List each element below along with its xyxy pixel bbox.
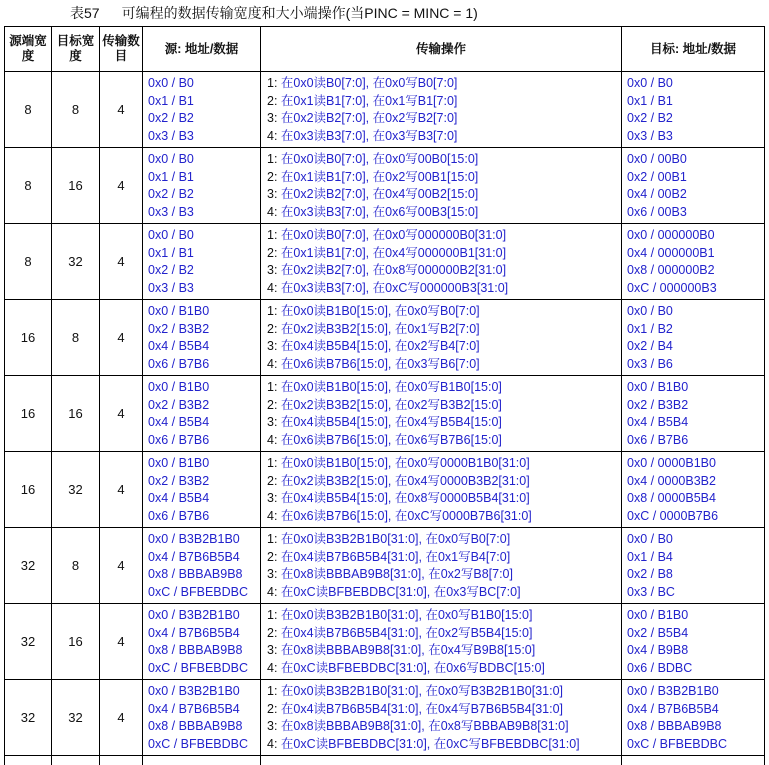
source-line: 0xC / BFBEBDBC (148, 584, 249, 599)
source-line: 0x0 / B3B2B1B0 (148, 608, 240, 622)
table-row (5, 604, 765, 680)
operation-text: 在0x1读B1[7:0], 在0x2写00B1[15:0] (280, 169, 479, 184)
source-line: 0x1 / B1 (148, 245, 194, 260)
operation-number: 2: (267, 473, 281, 488)
source-line: 0x4 / B7B6B5B4 (148, 549, 240, 564)
transfer-count-cell: 4 (100, 452, 143, 528)
operation-number: 2: (267, 397, 281, 412)
operation-line (267, 683, 617, 701)
operation-text: 在0x0读B0[7:0], 在0x0写000000B0[31:0] (280, 228, 507, 242)
table-title (70, 3, 765, 23)
operation-number: 1: (267, 608, 281, 622)
dest-line: 0x0 / B1B0 (627, 380, 689, 394)
dest-address-data-cell (622, 224, 765, 300)
operation-number: 1: (267, 684, 281, 698)
source-line: 0x2 / B2 (148, 111, 194, 125)
operation-line (267, 128, 617, 146)
header-transfer-count: 传输数目 (100, 27, 143, 72)
operation-line (267, 93, 617, 111)
transfer-operations-cell (261, 376, 622, 452)
source-width-cell: 16 (5, 376, 52, 452)
header-source-width: 源端宽度 (5, 27, 52, 72)
transfer-operations-cell (261, 148, 622, 224)
transfer-count-cell: 4 (100, 300, 143, 376)
operation-number: 1: (267, 76, 281, 90)
operation-number: 1: (267, 456, 281, 470)
dest-line: 0x2 / B8 (627, 567, 673, 581)
dest-line: 0xC / BFBEBDBC (627, 736, 728, 751)
source-line: 0x8 / BBBAB9B8 (148, 643, 243, 657)
source-line: 0x4 / B5B4 (148, 339, 210, 353)
operation-number: 3: (267, 643, 281, 657)
operation-line (267, 227, 617, 245)
source-address-data-cell (143, 376, 261, 452)
dest-address-data-cell (622, 528, 765, 604)
dest-line: 0x2 / B2 (627, 111, 673, 125)
dest-width-cell: 32 (52, 680, 100, 756)
source-width-cell: 32 (5, 680, 52, 756)
dest-line: 0x3 / BC (627, 584, 675, 599)
dest-width-cell: 32 (52, 224, 100, 300)
operation-text: 在0x1读B1[7:0], 在0x4写000000B1[31:0] (280, 245, 507, 260)
source-width-cell: 8 (5, 148, 52, 224)
dest-line: 0x3 / B3 (627, 128, 673, 143)
operation-number: 2: (267, 321, 281, 336)
transfer-operations-cell (261, 452, 622, 528)
dest-line: 0x0 / B0 (627, 304, 673, 318)
source-line: 0x2 / B2 (148, 263, 194, 277)
source-line: 0x0 / B0 (148, 228, 194, 242)
operation-line (267, 245, 617, 263)
operation-text: 在0x0读B1B0[15:0], 在0x0写B1B0[15:0] (280, 380, 502, 394)
dest-line: 0x6 / BDBC (627, 660, 693, 675)
operation-line (267, 473, 617, 491)
operation-line (267, 204, 617, 222)
dest-line: 0x8 / BBBAB9B8 (627, 719, 722, 733)
operation-line (267, 531, 617, 549)
source-address-data-cell (143, 452, 261, 528)
operation-text: 在0x3读B3[7:0], 在0x3写B3[7:0] (280, 128, 458, 143)
operation-text: 在0x2读B2[7:0], 在0x4写00B2[15:0] (280, 187, 479, 201)
operation-line (267, 718, 617, 736)
dest-width-cell: 8 (52, 72, 100, 148)
operation-text: 在0x2读B3B2[15:0], 在0x1写B2[7:0] (280, 321, 480, 336)
operation-text: 在0x4读B7B6B5B4[31:0], 在0x2写B5B4[15:0] (280, 625, 533, 640)
dest-line: 0x4 / 0000B3B2 (627, 473, 716, 488)
header-transfer-operations: 传输操作 (261, 27, 622, 72)
operation-line (267, 736, 617, 754)
operation-number: 3: (267, 339, 281, 353)
dest-width-cell: 32 (52, 452, 100, 528)
operation-text: 在0xC读BFBEBDBC[31:0], 在0xC写BFBEBDBC[31:0] (280, 736, 580, 751)
source-line: 0x8 / BBBAB9B8 (148, 567, 243, 581)
operation-text: 在0x0读B3B2B1B0[31:0], 在0x0写B0[7:0] (280, 532, 511, 546)
transfer-count-cell: 4 (100, 680, 143, 756)
operation-line (267, 607, 617, 625)
operation-line (267, 321, 617, 339)
dest-address-data-cell (622, 300, 765, 376)
operation-number: 1: (267, 380, 281, 394)
source-line: 0x0 / B0 (148, 152, 194, 166)
header-dest-address-data: 目标: 地址/数据 (622, 27, 765, 72)
dest-line: 0x1 / B1 (627, 93, 673, 108)
operation-text: 在0x8读BBBAB9B8[31:0], 在0x8写BBBAB9B8[31:0] (280, 719, 569, 733)
operation-number: 4: (267, 736, 281, 751)
source-line: 0x2 / B3B2 (148, 321, 210, 336)
transfer-count-cell: 4 (100, 528, 143, 604)
operation-line (267, 701, 617, 719)
table-row (5, 300, 765, 376)
table-row (5, 224, 765, 300)
operation-line (267, 414, 617, 432)
dest-line: 0xC / 0000B7B6 (627, 508, 719, 523)
operation-number: 4: (267, 584, 281, 599)
operation-number: 3: (267, 719, 281, 733)
operation-number: 4: (267, 660, 281, 675)
dest-address-data-cell (622, 680, 765, 756)
dest-line: 0x8 / 000000B2 (627, 263, 715, 277)
source-line: 0x4 / B7B6B5B4 (148, 625, 240, 640)
dest-width-cell: 16 (52, 376, 100, 452)
source-line: 0x0 / B1B0 (148, 456, 210, 470)
operation-number: 2: (267, 169, 281, 184)
operation-text: 在0x2读B2[7:0], 在0x2写B2[7:0] (280, 111, 458, 125)
transfer-operations-cell (261, 604, 622, 680)
operation-text: 在0x0读B0[7:0], 在0x0写B0[7:0] (280, 76, 458, 90)
dest-line: 0x4 / B9B8 (627, 643, 689, 657)
source-line: 0xC / BFBEBDBC (148, 736, 249, 751)
source-line: 0x4 / B5B4 (148, 415, 210, 429)
source-width-cell: 8 (5, 224, 52, 300)
dest-line: 0x3 / B6 (627, 356, 673, 371)
operation-line (267, 379, 617, 397)
operation-number: 1: (267, 304, 281, 318)
operation-text: 在0xC读BFBEBDBC[31:0], 在0x3写BC[7:0] (280, 584, 521, 599)
source-line: 0x0 / B1B0 (148, 304, 210, 318)
source-line: 0x1 / B1 (148, 169, 194, 184)
operation-line (267, 338, 617, 356)
dest-address-data-cell (622, 376, 765, 452)
header-source-address-data: 源: 地址/数据 (143, 27, 261, 72)
source-line: 0xC / BFBEBDBC (148, 660, 249, 675)
operation-text: 在0x8读BBBAB9B8[31:0], 在0x2写B8[7:0] (280, 567, 513, 581)
dest-line: 0xC / 000000B3 (627, 280, 717, 295)
dest-line: 0x4 / B7B6B5B4 (627, 701, 719, 716)
dest-line: 0x4 / 00B2 (627, 187, 687, 201)
table-row (5, 148, 765, 224)
operation-number: 2: (267, 625, 281, 640)
source-width-cell: 8 (5, 72, 52, 148)
dest-line: 0x4 / 000000B1 (627, 245, 715, 260)
operation-text: 在0x0读B3B2B1B0[31:0], 在0x0写B3B2B1B0[31:0] (280, 684, 564, 698)
dest-line: 0x6 / B7B6 (627, 432, 689, 447)
dest-width-cell: 16 (52, 604, 100, 680)
operation-text: 在0x4读B5B4[15:0], 在0x4写B5B4[15:0] (280, 415, 502, 429)
operation-number: 4: (267, 432, 281, 447)
operation-number: 2: (267, 245, 281, 260)
source-line: 0x6 / B7B6 (148, 432, 210, 447)
operation-text: 在0x2读B3B2[15:0], 在0x2写B3B2[15:0] (280, 397, 502, 412)
table-row (5, 376, 765, 452)
dest-line: 0x6 / 00B3 (627, 204, 687, 219)
transfer-operations-cell (261, 72, 622, 148)
operation-line (267, 75, 617, 93)
operation-text: 在0x0读B1B0[15:0], 在0x0写0000B1B0[31:0] (280, 456, 530, 470)
operation-text: 在0x6读B7B6[15:0], 在0x3写B6[7:0] (280, 356, 480, 371)
table-row (5, 528, 765, 604)
source-line: 0x3 / B3 (148, 280, 194, 295)
source-line: 0x6 / B7B6 (148, 508, 210, 523)
dest-line: 0x2 / B5B4 (627, 625, 689, 640)
operation-text: 在0x0读B3B2B1B0[31:0], 在0x0写B1B0[15:0] (280, 608, 533, 622)
operation-line (267, 432, 617, 450)
transfer-count-cell: 4 (100, 72, 143, 148)
transfer-count-cell: 4 (100, 376, 143, 452)
operation-number: 2: (267, 549, 281, 564)
dma-width-endianness-table (4, 26, 765, 765)
operation-text: 在0x2读B3B2[15:0], 在0x4写0000B3B2[31:0] (280, 473, 530, 488)
dest-line: 0x0 / 00B0 (627, 152, 687, 166)
operation-number: 3: (267, 415, 281, 429)
operation-number: 3: (267, 187, 281, 201)
table-row (5, 452, 765, 528)
source-line: 0x0 / B1B0 (148, 380, 210, 394)
dest-line: 0x0 / B0 (627, 532, 673, 546)
operation-number: 4: (267, 128, 281, 143)
operation-line (267, 186, 617, 204)
dest-line: 0x0 / 0000B1B0 (627, 456, 716, 470)
operation-text: 在0x0读B1B0[15:0], 在0x0写B0[7:0] (280, 304, 480, 318)
operation-line (267, 280, 617, 298)
source-line: 0x0 / B3B2B1B0 (148, 684, 240, 698)
dest-line: 0x0 / 000000B0 (627, 228, 715, 242)
source-address-data-cell (143, 300, 261, 376)
dest-width-cell: 16 (52, 148, 100, 224)
operation-text: 在0x2读B2[7:0], 在0x8写000000B2[31:0] (280, 263, 507, 277)
operation-text: 在0xC读BFBEBDBC[31:0], 在0x6写BDBC[15:0] (280, 660, 545, 675)
source-address-data-cell (143, 148, 261, 224)
dest-line: 0x0 / B3B2B1B0 (627, 684, 719, 698)
operation-line (267, 455, 617, 473)
dest-line: 0x2 / 00B1 (627, 169, 687, 184)
header-dest-width: 目标宽度 (52, 27, 100, 72)
source-line: 0x0 / B0 (148, 76, 194, 90)
operation-text: 在0x8读BBBAB9B8[31:0], 在0x4写B9B8[15:0] (280, 643, 536, 657)
source-line: 0x3 / B3 (148, 128, 194, 143)
operation-number: 3: (267, 111, 281, 125)
source-line: 0x2 / B3B2 (148, 473, 210, 488)
source-line: 0x4 / B7B6B5B4 (148, 701, 240, 716)
operation-text: 在0x3读B3[7:0], 在0xC写000000B3[31:0] (280, 280, 509, 295)
operation-number: 3: (267, 567, 281, 581)
dest-address-data-cell (622, 604, 765, 680)
operation-text: 在0x4读B7B6B5B4[31:0], 在0x1写B4[7:0] (280, 549, 511, 564)
table-row (5, 72, 765, 148)
operation-text: 在0x4读B5B4[15:0], 在0x8写0000B5B4[31:0] (280, 491, 530, 505)
operation-text: 在0x6读B7B6[15:0], 在0x6写B7B6[15:0] (280, 432, 502, 447)
dest-width-cell: 8 (52, 300, 100, 376)
table-number: 表57 (70, 5, 100, 21)
source-width-cell: 16 (5, 300, 52, 376)
source-width-cell: 32 (5, 528, 52, 604)
operation-line (267, 169, 617, 187)
operation-line (267, 490, 617, 508)
source-address-data-cell (143, 72, 261, 148)
transfer-operations-cell (261, 680, 622, 756)
dest-line: 0x0 / B1B0 (627, 608, 689, 622)
source-address-data-cell (143, 224, 261, 300)
source-line: 0x8 / BBBAB9B8 (148, 719, 243, 733)
dest-line: 0x2 / B3B2 (627, 397, 689, 412)
source-line: 0x6 / B7B6 (148, 356, 210, 371)
table-body (5, 72, 765, 756)
operation-number: 4: (267, 508, 281, 523)
operation-text: 在0x4读B7B6B5B4[31:0], 在0x4写B7B6B5B4[31:0] (280, 701, 564, 716)
operation-line (267, 584, 617, 602)
operation-number: 2: (267, 93, 281, 108)
operation-number: 4: (267, 204, 281, 219)
source-line: 0x4 / B5B4 (148, 491, 210, 505)
operation-text: 在0x0读B0[7:0], 在0x0写00B0[15:0] (280, 152, 479, 166)
table-row (5, 680, 765, 756)
operation-line (267, 303, 617, 321)
operation-line (267, 642, 617, 660)
transfer-operations-cell (261, 224, 622, 300)
source-address-data-cell (143, 528, 261, 604)
dest-line: 0x1 / B2 (627, 321, 673, 336)
source-address-data-cell (143, 604, 261, 680)
operation-number: 1: (267, 152, 281, 166)
operation-line (267, 110, 617, 128)
dest-line: 0x0 / B0 (627, 76, 673, 90)
table-header-row (5, 27, 765, 72)
source-address-data-cell (143, 680, 261, 756)
operation-line (267, 625, 617, 643)
dest-line: 0x4 / B5B4 (627, 415, 689, 429)
dest-address-data-cell (622, 452, 765, 528)
operation-text: 在0x1读B1[7:0], 在0x1写B1[7:0] (280, 93, 458, 108)
transfer-count-cell: 4 (100, 604, 143, 680)
source-line: 0x1 / B1 (148, 93, 194, 108)
operation-line (267, 660, 617, 678)
operation-number: 2: (267, 701, 281, 716)
dest-line: 0x2 / B4 (627, 339, 673, 353)
operation-text: 在0x4读B5B4[15:0], 在0x2写B4[7:0] (280, 339, 480, 353)
transfer-operations-cell (261, 528, 622, 604)
operation-line (267, 566, 617, 584)
operation-number: 1: (267, 228, 281, 242)
operation-line (267, 549, 617, 567)
transfer-count-cell: 4 (100, 148, 143, 224)
source-line: 0x0 / B3B2B1B0 (148, 532, 240, 546)
dest-address-data-cell (622, 72, 765, 148)
dest-address-data-cell (622, 148, 765, 224)
table-title-text: 可编程的数据传输宽度和大小端操作(当PINC = MINC = 1) (121, 5, 478, 21)
operation-number: 3: (267, 491, 281, 505)
operation-line (267, 262, 617, 280)
operation-line (267, 508, 617, 526)
source-width-cell: 32 (5, 604, 52, 680)
operation-number: 4: (267, 356, 281, 371)
operation-line (267, 397, 617, 415)
operation-number: 1: (267, 532, 281, 546)
operation-number: 4: (267, 280, 281, 295)
operation-text: 在0x3读B3[7:0], 在0x6写00B3[15:0] (280, 204, 479, 219)
operation-line (267, 151, 617, 169)
dest-line: 0x1 / B4 (627, 549, 673, 564)
transfer-operations-cell (261, 300, 622, 376)
dest-line: 0x8 / 0000B5B4 (627, 491, 716, 505)
source-line: 0x2 / B3B2 (148, 397, 210, 412)
transfer-count-cell: 4 (100, 224, 143, 300)
operation-text: 在0x6读B7B6[15:0], 在0xC写0000B7B6[31:0] (280, 508, 532, 523)
source-line: 0x3 / B3 (148, 204, 194, 219)
source-line: 0x2 / B2 (148, 187, 194, 201)
dest-width-cell: 8 (52, 528, 100, 604)
operation-line (267, 356, 617, 374)
source-width-cell: 16 (5, 452, 52, 528)
operation-number: 3: (267, 263, 281, 277)
